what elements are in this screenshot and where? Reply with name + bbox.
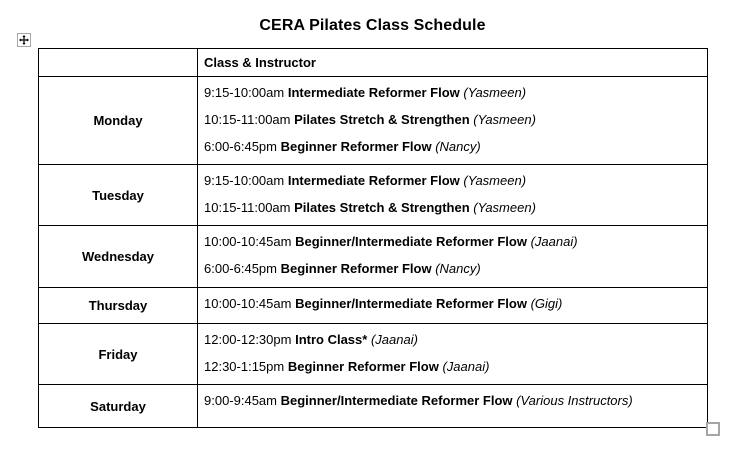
- day-cell[interactable]: Monday: [39, 77, 198, 165]
- class-entry: [204, 171, 703, 190]
- day-cell[interactable]: Wednesday: [39, 226, 198, 288]
- class-time: 10:00-10:45am: [204, 296, 292, 311]
- day-cell[interactable]: Saturday: [39, 385, 198, 428]
- class-time: 9:15-10:00am: [204, 85, 285, 100]
- classes-cell[interactable]: [198, 165, 708, 226]
- class-instructor: (Yasmeen): [473, 200, 536, 215]
- table-row-thursday: [39, 288, 708, 324]
- class-instructor: (Nancy): [435, 261, 481, 276]
- classes-cell[interactable]: [198, 226, 708, 288]
- class-time: 9:15-10:00am: [204, 173, 285, 188]
- table-row-friday: [39, 324, 708, 385]
- class-name: Beginner/Intermediate Reformer Flow: [280, 393, 513, 408]
- class-entry: [204, 232, 703, 251]
- table-row-tuesday: [39, 165, 708, 226]
- table-row-monday: [39, 77, 708, 165]
- class-entry: [204, 330, 703, 349]
- class-entry: [204, 259, 703, 278]
- class-time: 12:00-12:30pm: [204, 332, 292, 347]
- day-cell[interactable]: Friday: [39, 324, 198, 385]
- class-name: Beginner/Intermediate Reformer Flow: [295, 296, 527, 311]
- move-arrows-icon: [19, 35, 29, 45]
- class-time: 10:15-11:00am: [204, 200, 291, 215]
- schedule-table: [38, 48, 708, 428]
- page-title[interactable]: CERA Pilates Class Schedule: [259, 17, 486, 34]
- class-entry: [204, 294, 703, 313]
- class-name: Beginner/Intermediate Reformer Flow: [295, 234, 527, 249]
- classes-cell[interactable]: [198, 288, 708, 324]
- classes-cell[interactable]: [198, 324, 708, 385]
- class-instructor: (Nancy): [435, 139, 481, 154]
- header-day-cell[interactable]: [39, 49, 198, 77]
- class-time: 10:00-10:45am: [204, 234, 292, 249]
- table-resize-handle[interactable]: [706, 422, 720, 436]
- class-time: 6:00-6:45pm: [204, 139, 277, 154]
- class-entry: [204, 391, 703, 410]
- classes-cell[interactable]: [198, 77, 708, 165]
- class-time: 9:00-9:45am: [204, 393, 277, 408]
- classes-cell[interactable]: [198, 385, 708, 428]
- table-move-handle[interactable]: [17, 33, 31, 47]
- day-cell[interactable]: Tuesday: [39, 165, 198, 226]
- class-name: Intermediate Reformer Flow: [287, 173, 460, 188]
- class-name: Beginner Reformer Flow: [280, 261, 432, 276]
- class-instructor: (Yasmeen): [463, 173, 527, 188]
- class-instructor: (Yasmeen): [463, 85, 527, 100]
- class-time: 12:30-1:15pm: [204, 359, 285, 374]
- class-entry: [204, 357, 703, 376]
- class-time: 6:00-6:45pm: [204, 261, 277, 276]
- class-name: Intro Class*: [295, 332, 368, 347]
- class-instructor: (Jaanai): [370, 332, 418, 347]
- class-instructor: (Gigi): [530, 296, 563, 311]
- class-entry: [204, 110, 703, 129]
- class-name: Beginner Reformer Flow: [287, 359, 439, 374]
- table-row-wednesday: [39, 226, 708, 288]
- class-instructor: (Jaanai): [530, 234, 578, 249]
- class-entry: [204, 83, 703, 102]
- class-instructor: (Jaanai): [442, 359, 490, 374]
- class-name: Intermediate Reformer Flow: [287, 85, 460, 100]
- day-cell[interactable]: Thursday: [39, 288, 198, 324]
- class-instructor: (Yasmeen): [473, 112, 536, 127]
- class-name: Pilates Stretch & Strengthen: [294, 112, 470, 127]
- class-time: 10:15-11:00am: [204, 112, 291, 127]
- table-header-row: [39, 49, 708, 77]
- header-class-cell[interactable]: Class & Instructor: [198, 49, 708, 77]
- class-instructor: (Various Instructors): [516, 393, 633, 408]
- class-name: Pilates Stretch & Strengthen: [294, 200, 470, 215]
- class-entry: [204, 137, 703, 156]
- class-entry: [204, 198, 703, 217]
- class-name: Beginner Reformer Flow: [280, 139, 432, 154]
- table-row-saturday: [39, 385, 708, 428]
